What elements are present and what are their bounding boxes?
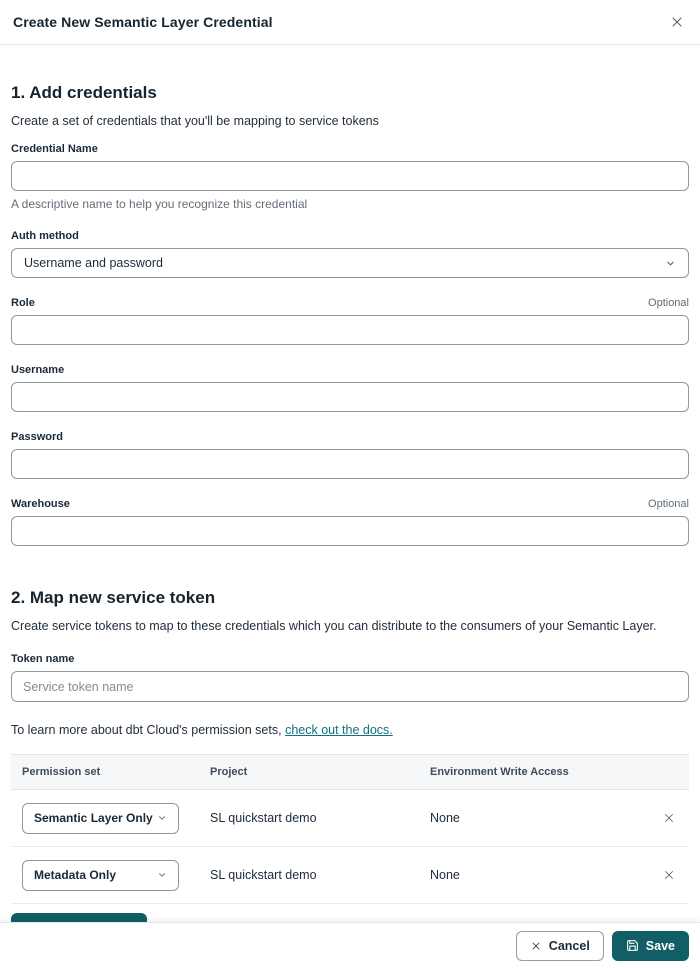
permissions-table <box>11 754 689 904</box>
permission-set-selected-value: Metadata Only <box>34 868 117 882</box>
credential-name-label: Credential Name <box>11 143 98 155</box>
table-row <box>11 847 689 904</box>
x-icon <box>662 868 676 882</box>
modal-header <box>0 0 700 45</box>
save-button[interactable] <box>612 931 689 961</box>
close-icon <box>669 14 685 30</box>
project-cell: SL quickstart demo <box>210 811 317 825</box>
role-input[interactable] <box>11 315 689 345</box>
credential-name-helper: A descriptive name to help you recognize this credential <box>11 197 308 211</box>
auth-method-select[interactable] <box>11 248 689 278</box>
modal-title: Create New Semantic Layer Credential <box>13 14 273 30</box>
username-input[interactable] <box>11 382 689 412</box>
role-field-group <box>11 297 689 345</box>
warehouse-input[interactable] <box>11 516 689 546</box>
project-cell: SL quickstart demo <box>210 868 317 882</box>
column-header-project: Project <box>210 766 248 778</box>
credential-name-input[interactable] <box>11 161 689 191</box>
auth-method-label: Auth method <box>11 230 79 242</box>
token-name-label: Token name <box>11 653 75 665</box>
warehouse-optional-badge: Optional <box>648 498 689 510</box>
column-header-env-write-access: Environment Write Access <box>430 766 569 778</box>
permission-docs-line <box>11 723 689 738</box>
env-write-access-cell: None <box>430 868 460 882</box>
role-optional-badge: Optional <box>648 297 689 309</box>
permission-set-select[interactable] <box>22 803 179 834</box>
section2-heading: 2. Map new service token <box>11 588 216 607</box>
remove-permission-button[interactable] <box>660 809 678 827</box>
docs-link[interactable]: check out the docs. <box>285 723 393 737</box>
auth-method-field-group <box>11 230 689 278</box>
permissions-table-header <box>11 754 689 790</box>
username-label: Username <box>11 364 65 376</box>
x-icon <box>530 940 542 952</box>
credential-name-field-group <box>11 143 689 211</box>
token-name-input[interactable] <box>11 671 689 702</box>
table-row <box>11 790 689 847</box>
column-header-permission-set: Permission set <box>22 766 101 778</box>
chevron-down-icon <box>157 870 167 880</box>
cancel-button-label: Cancel <box>548 938 590 953</box>
password-field-group <box>11 431 689 479</box>
remove-permission-button[interactable] <box>660 866 678 884</box>
chevron-down-icon <box>665 258 676 269</box>
section2-description: Create service tokens to map to these credentials which you can distribute to the consumers of your Semantic Layer. <box>11 619 657 633</box>
env-write-access-cell: None <box>430 811 460 825</box>
token-name-field-group <box>11 653 689 702</box>
password-label: Password <box>11 431 63 443</box>
save-button-label: Save <box>645 938 675 953</box>
username-field-group <box>11 364 689 412</box>
warehouse-field-group <box>11 498 689 546</box>
section1-description: Create a set of credentials that you'll be mapping to service tokens <box>11 114 379 128</box>
modal-body <box>0 83 700 940</box>
cancel-button[interactable] <box>516 931 604 961</box>
chevron-down-icon <box>157 813 167 823</box>
permission-docs-text: To learn more about dbt Cloud's permission sets, <box>11 723 286 737</box>
permission-set-select[interactable] <box>22 860 179 891</box>
modal-footer <box>0 922 700 968</box>
role-label: Role <box>11 297 35 309</box>
section1-heading: 1. Add credentials <box>11 83 157 102</box>
floppy-disk-icon <box>626 939 639 952</box>
close-button[interactable] <box>667 12 687 32</box>
password-input[interactable] <box>11 449 689 479</box>
warehouse-label: Warehouse <box>11 498 70 510</box>
x-icon <box>662 811 676 825</box>
auth-method-selected-value: Username and password <box>24 256 163 270</box>
permission-set-selected-value: Semantic Layer Only <box>34 811 153 825</box>
